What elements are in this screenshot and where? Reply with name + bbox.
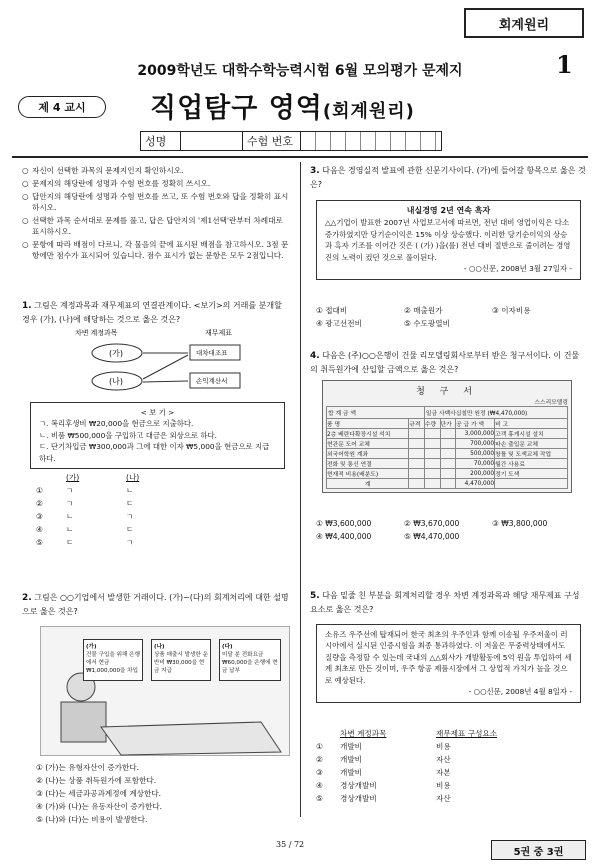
choice-row[interactable]: ④ ㄴ ㄷ: [36, 524, 134, 534]
notice-item: ○ 문항에 따라 배점이 다르니, 각 물음의 끝에 표시된 배점을 참고하시오. 3점 문항에만 점수가 표시되어 있습니다. 점수 표시가 없는 문항은 모두 2점입니다.: [22, 239, 292, 261]
page-current: 35: [276, 840, 287, 849]
question-2: [22, 592, 292, 618]
q4-number: 4.: [310, 351, 320, 361]
arrow-na-bs: [143, 355, 188, 379]
invoice-table: 합 계 금 액 일금 사백사십칠만 원정 (₩4,470,000) 품 명 규격 수량 단가 공 급 가 액 비 고 2층 베란다확장시설 석치 3,000,000 고객 휴게시설 설치 현관문 도어 교체 700,000 파손 출입문 교체 외국어학원 계좌 500,000 창틀 및 도색교체 작업 전화 및 통신 연결 70,000 월간 사용료 현재적 비용(배분도) 200,000 정기 도색 계 4,470,000: [326, 406, 568, 489]
diagram-left-header: 차변 계정과목: [75, 330, 118, 337]
period-badge: 제 4 교시: [18, 96, 106, 118]
desk-icon: [101, 722, 281, 755]
q4-text: 다음은 (주)○○은행이 건물 리모델링회사로부터 받은 청구서이다. 이 건물의 취득원가에 산입할 금액으로 옳은 것은?: [310, 351, 580, 374]
arrow-na-is: [143, 381, 188, 382]
choice-item[interactable]: ① ₩3,600,000: [316, 519, 372, 528]
table-row: 계 4,470,000: [327, 479, 568, 489]
choice-item[interactable]: ③ (다)는 세금과공과계정에 계상한다.: [36, 788, 162, 798]
q2-text: 그림은 ○○기업에서 발생한 거래이다. (가)~(다)의 회계처리에 대한 설명으로 옳은 것은?: [22, 593, 289, 616]
column-divider: [300, 162, 301, 817]
card-ga: (가) 건물 구입을 위해 은행에서 현금 ₩1,000,000을 차입: [83, 639, 143, 681]
q3-choices: [316, 305, 581, 331]
table-row: 외국어학원 계좌 500,000 창틀 및 도색교체 작업: [327, 449, 568, 459]
table-row: 2층 베란다확장시설 석치 3,000,000 고객 휴게시설 설치: [327, 429, 568, 439]
choice-item[interactable]: ⑤ 수도광열비: [404, 318, 450, 328]
exam-no-field[interactable]: [301, 132, 441, 150]
choice-row[interactable]: ⑤ ㄷ ㄱ: [36, 537, 134, 547]
header-rule: [12, 156, 588, 158]
left-column: [22, 165, 292, 263]
table-row: 현재적 비용(배분도) 200,000 정기 도색: [327, 469, 568, 479]
bogi-title: < 보 기 >: [140, 408, 175, 417]
page-indicator: 35 / 72: [276, 840, 305, 849]
q5-choices: [316, 728, 556, 805]
choice-item[interactable]: ① (가)는 유형자산이 증가한다.: [36, 763, 140, 772]
id-row: [140, 131, 442, 151]
notice-item: ○ 문제지의 해당란에 성명과 수험 번호를 정확히 쓰시오.: [22, 178, 292, 189]
q4-choices: [316, 518, 581, 544]
page-total: 72: [293, 840, 305, 849]
exam-no-label: 수험 번호: [243, 132, 301, 150]
q3-article-box: [316, 200, 581, 280]
bogi-item: ㄴ. 비품 ₩500,000을 구입하고 대금은 외상으로 하다.: [39, 430, 218, 440]
choice-item[interactable]: ③ 이자비용: [492, 306, 531, 315]
bs-label: 대차대조표: [196, 349, 228, 357]
name-field[interactable]: [181, 132, 243, 150]
choice-item[interactable]: ④ ₩4,400,000: [316, 531, 372, 541]
choice-row[interactable]: ③ 개발비 자본: [316, 767, 451, 777]
q1-diagram: [40, 325, 280, 400]
choice-row[interactable]: ① ㄱ ㄴ: [36, 485, 134, 495]
choice-item[interactable]: ① 접대비: [316, 306, 348, 315]
table-row: 현관문 도어 교체 700,000 파손 출입문 교체: [327, 439, 568, 449]
q2-illustration: [40, 626, 290, 756]
bogi-item: ㄱ. 복리후생비 ₩20,000을 현금으로 지출하다.: [39, 419, 194, 429]
col-element: 재무제표 구성요소: [436, 729, 498, 738]
page-number: 1: [556, 50, 573, 79]
question-5: [310, 590, 586, 616]
choice-row[interactable]: ② 개발비 자산: [316, 754, 451, 764]
choice-item[interactable]: ② (나)는 상품 취득원가에 포함한다.: [36, 775, 157, 785]
q1-text: 그림은 계정과목과 재무제표의 연결관계이다. <보기>의 거래를 분개할 경우 (가), (나)에 해당하는 것으로 옳은 것은?: [22, 301, 282, 324]
question-1: [22, 300, 292, 326]
col-account: 차변 계정과목: [340, 729, 387, 738]
q2-number: 2.: [22, 593, 32, 603]
ga-label: (가): [109, 349, 123, 358]
question-4: [310, 350, 586, 376]
choice-row[interactable]: ① 개발비 비용: [316, 741, 451, 751]
notice-item: ○ 선택한 과목 순서대로 문제를 풀고, 답은 답안지의 '제1선택'란부터 차례대로 표시하시오.: [22, 215, 292, 237]
exam-title: 2009학년도 대학수학능력시험 6월 모의평가 문제지: [137, 63, 463, 79]
article-title: 내실경영 2년 연속 흑자: [406, 206, 491, 215]
card-na: (나) 상품 매출시 발생한 운반비 ₩30,000을 현금 지급: [151, 639, 211, 681]
na-label: (나): [109, 377, 123, 386]
choice-row[interactable]: ⑤ 경상개발비 자산: [316, 793, 451, 803]
choice-item[interactable]: ④ 광고선전비: [316, 318, 362, 328]
table-row: 전화 및 통신 연결 70,000 월간 사용료: [327, 459, 568, 469]
main-title-sub: (회계원리): [322, 101, 415, 122]
notice-list: [22, 165, 292, 261]
q1-choices: [36, 472, 236, 549]
article-source: - ○○신문, 2008년 3월 27일자 -: [463, 264, 572, 274]
diagram-right-header: 재무제표: [205, 330, 233, 337]
q5-text: 다음 밑줄 친 부분을 회계처리할 경우 차변 계정과목과 해당 재무제표 구성요소로 옳은 것은?: [310, 591, 580, 614]
choice-row[interactable]: ② ㄱ ㄷ: [36, 498, 134, 508]
notice-item: ○ 자신이 선택한 과목의 문제지인지 확인하시오.: [22, 165, 292, 176]
choice-item[interactable]: ② ₩3,670,000: [404, 519, 460, 528]
main-title: [150, 86, 415, 125]
choice-row[interactable]: ③ ㄴ ㄱ: [36, 511, 134, 521]
col-ga: (가): [66, 473, 80, 482]
q1-bogi-box: [30, 402, 285, 469]
choice-item[interactable]: ③ ₩3,800,000: [492, 519, 548, 528]
q2-choices: [36, 762, 286, 827]
article-text: 소유즈 우주선에 탑재되어 한국 최초의 우주인과 함께 이송될 우주저울이 러시아에서 실시된 인증시험을 최종 통과하였다. 이 저울은 무중력상태에서도 질량을 측정할 수 있는데 국내의 △△회사가 개발활동에 5억 원을 투입하여 세계 최초로 만든 것이며, 우주 항공 제품시장에서 그 상업적 가치가 높을 것으로 예상된다.: [325, 630, 572, 685]
name-label: 성명: [141, 132, 181, 150]
volume-badge: 5권 중 3권: [491, 840, 586, 860]
article-source: - ○○신문, 2008년 4월 8일자 -: [468, 687, 572, 697]
choice-item[interactable]: ⑤ ₩4,470,000: [404, 531, 460, 541]
subject-box: 회계원리: [464, 8, 584, 38]
card-da: (다) 미달 분 전화요금 ₩60,000을 은행에 현금 납부: [219, 639, 281, 681]
q5-number: 5.: [310, 591, 320, 601]
article-text: △△기업이 발표한 2007년 사업보고서에 따르면, 전년 대비 영업이익은 다소 증가하였지만 당기순이익은 15% 이상 상승했다. 이러한 당기순이익의 상승과 흑자 기조를 이어간 것은 ( (가) )을(를) 전년 대비 절반으로 줄이려는 경영진의 노력이 컸던 것으로 풀이된다.: [325, 218, 571, 262]
col-na: (나): [126, 473, 140, 482]
q3-number: 3.: [310, 166, 320, 176]
bogi-item: ㄷ. 단기차입금 ₩300,000과 그에 대한 이자 ₩5,000을 현금으로 지급하다.: [39, 442, 270, 463]
invoice-title: 청 구 서: [416, 387, 478, 397]
q5-article-box: [316, 624, 581, 703]
q1-number: 1.: [22, 301, 32, 311]
choice-item[interactable]: ② 매출원가: [404, 306, 443, 315]
notice-item: ○ 답안지의 해당란에 성명과 수험 번호를 쓰고, 또 수험 번호와 답을 정확히 표시하시오.: [22, 191, 292, 213]
choice-item[interactable]: ⑤ (나)와 (다)는 비용이 발생한다.: [36, 814, 148, 824]
is-label: 손익계산서: [196, 377, 228, 385]
main-title-text: 직업탐구 영역: [150, 93, 323, 124]
question-3: [310, 165, 586, 191]
choice-item[interactable]: ④ (가)와 (나)는 유동자산이 증가한다.: [36, 801, 163, 811]
choice-row[interactable]: ④ 경상개발비 비용: [316, 780, 451, 790]
invoice-issuer: 스스리모델링: [534, 400, 568, 406]
invoice: [322, 380, 572, 493]
q3-text: 다음은 경영실적 발표에 관한 신문기사이다. (가)에 들어갈 항목으로 옳은 것은?: [310, 166, 586, 189]
